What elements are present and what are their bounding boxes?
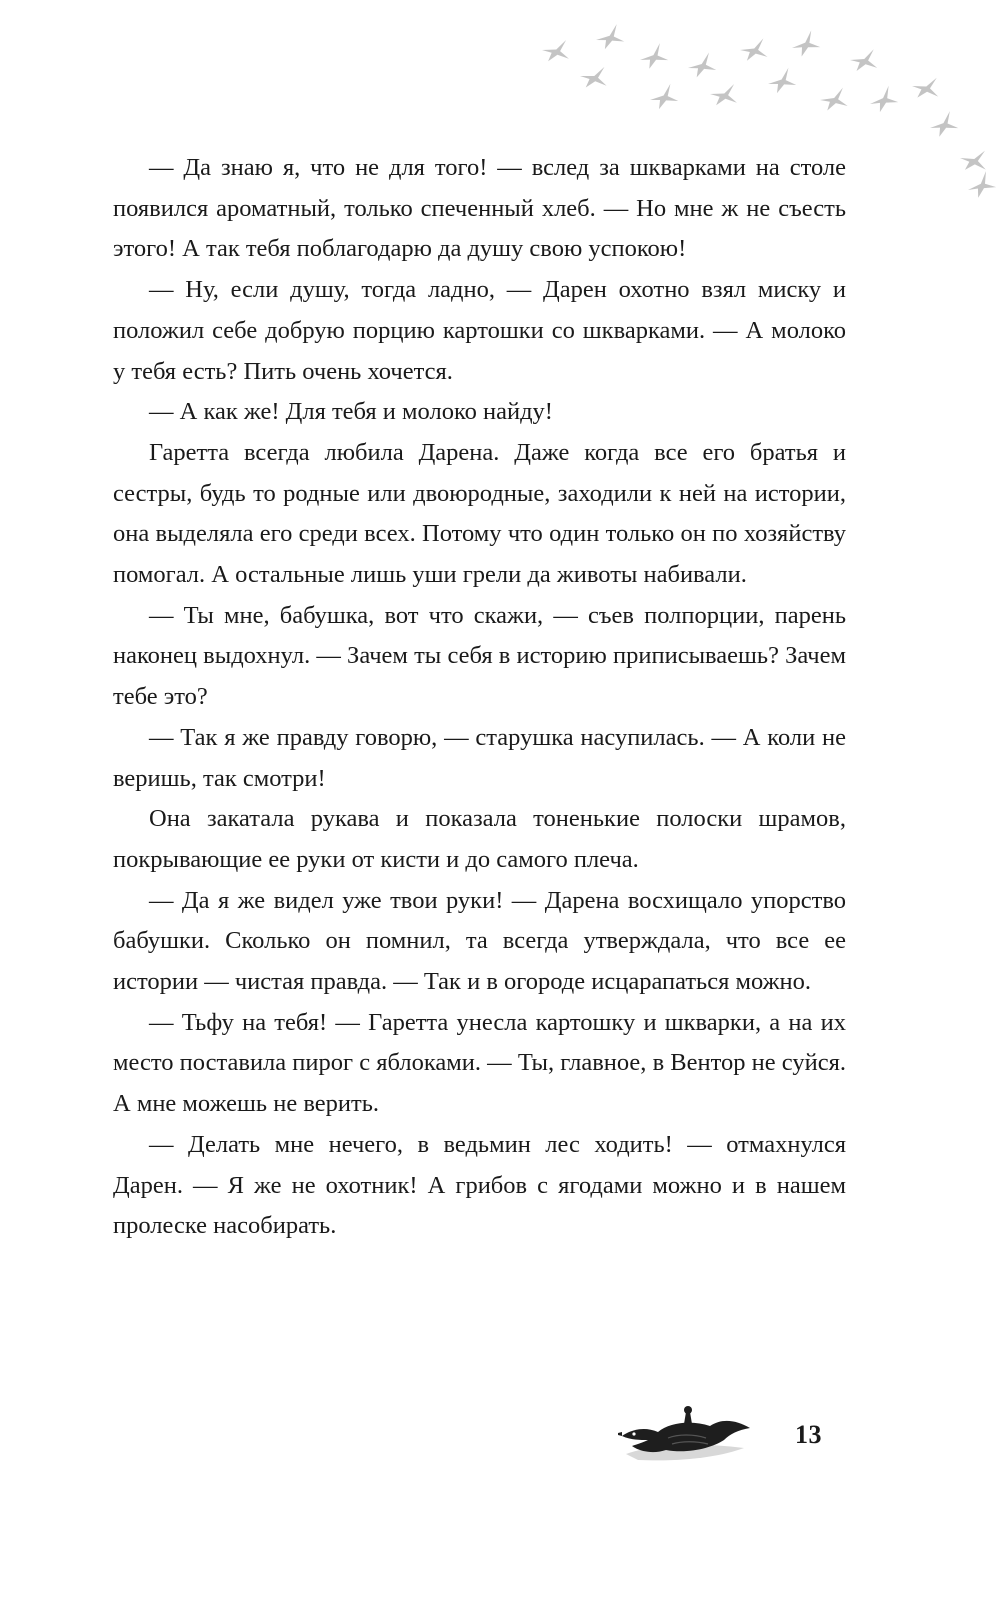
paragraph: Она закатала рукава и показала тоненькие полоски шрамов, покрывающие ее руки от кисти и до самого плеча. (113, 805, 846, 873)
paragraph: Гаретта всегда любила Дарена. Даже когда все его братья и сестры, будь то родные или двоюродные, заходили к ней на истории, она выделяла его среди всех. Потому что один только он по хозяйству помогал. А остальные лишь уши грели да животы набивали. (113, 438, 846, 589)
paragraph: — Да я же видел уже твои руки! — Дарена восхищало упорство бабушки. Сколько он помнил, та всегда утверждала, что все ее истории — чистая правда. — Так и в огороде исцарапаться можно. (113, 886, 846, 996)
page-body-text (113, 148, 846, 1247)
paragraph: — Ты мне, бабушка, вот что скажи, — съев полпорции, парень наконец выдохнул. — Зачем ты себя в историю приписываешь? Зачем тебе это? (113, 601, 846, 711)
page-number: 13 (795, 1420, 822, 1449)
paragraph: — Ну, если душу, тогда ладно, — Дарен охотно взял миску и положил себе добрую порцию картошки со шкварками. — А молоко у тебя есть? Пить очень хочется. (113, 276, 846, 385)
flying-bird-ornament-icon (618, 1404, 758, 1472)
paragraph: — Да знаю я, что не для того! — вслед за шкварками на столе появился ароматный, только спеченный хлеб. — Но мне ж не съесть этого! А так тебя поблагодарю да душу свою успокою! (113, 154, 846, 263)
paragraph: — А как же! Для тебя и молоко найду! (149, 398, 553, 426)
paragraph: — Тьфу на тебя! — Гаретта унесла картошку и шкварки, а на их место поставила пирог с яблоками. — Ты, главное, в Вентор не суйся. А мне можешь не верить. (113, 1008, 846, 1118)
paragraph: — Делать мне нечего, в ведьмин лес ходить! — отмахнулся Дарен. — Я же не охотник! А грибов с ягодами можно и в нашем пролеске насобирать. (113, 1130, 846, 1240)
paragraph: — Так я же правду говорю, — старушка насупилась. — А коли не веришь, так смотри! (113, 723, 846, 792)
